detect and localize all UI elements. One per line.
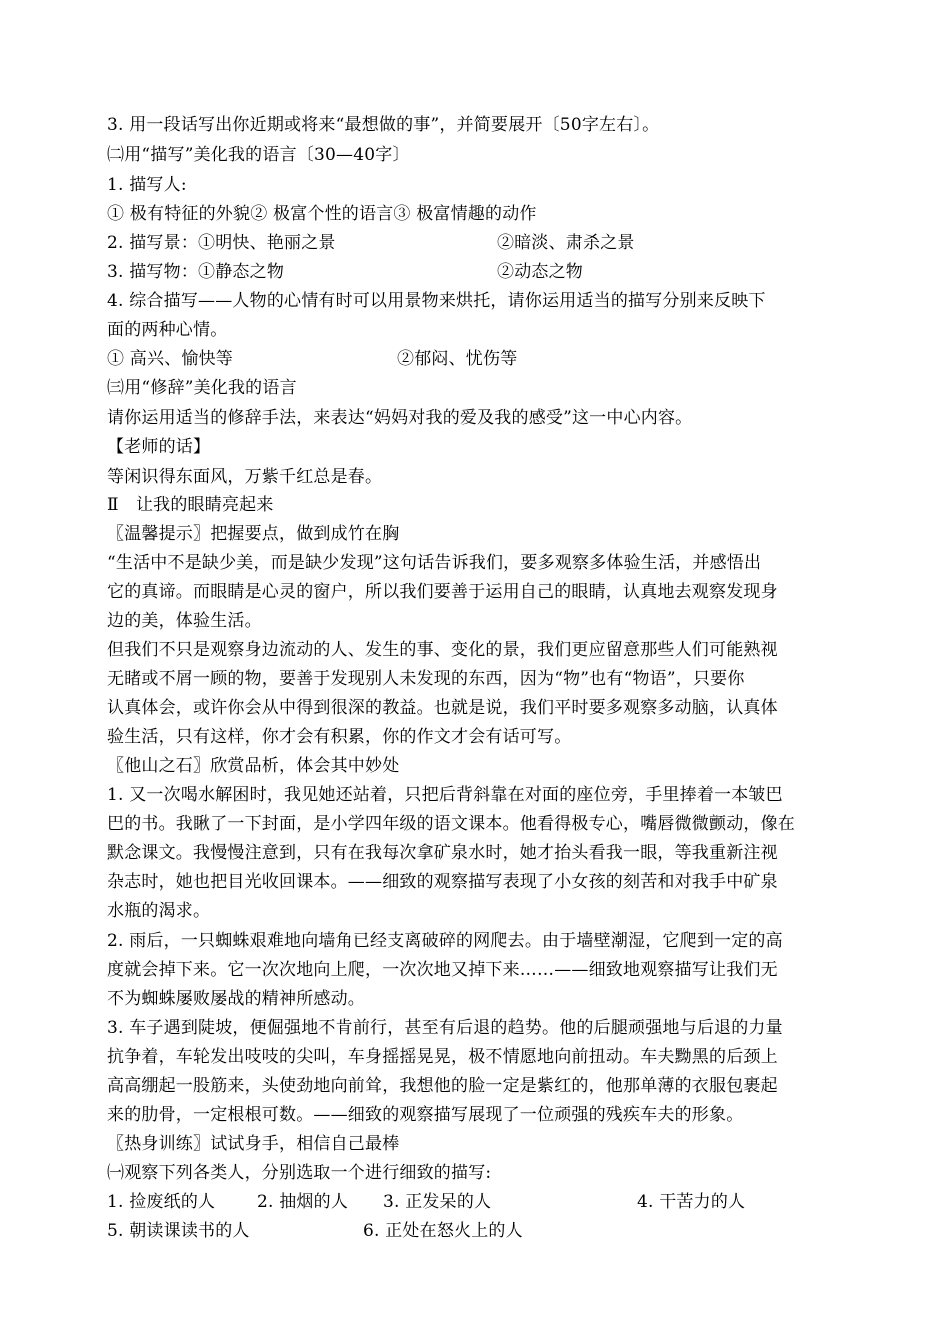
- example-3-line3: 高高绷起一股筋来，头使劲地向前耸，我想他的脸一定是紫红的，他那单薄的衣服包裹起: [107, 1076, 778, 1096]
- section-heading-description: ㈡用“描写”美化我的语言〔30—40字〕: [107, 145, 410, 165]
- chapter-2-title: Ⅱ 让我的眼睛亮起来: [107, 495, 274, 515]
- tips-paragraph-2-line1: 但我们不只是观察身边流动的人、发生的事、变化的景，我们更应留意那些人们可能熟视: [107, 640, 778, 660]
- example-3-line2: 抗争着，车轮发出吱吱的尖叫，车身摇摇晃晃，极不情愿地向前扭动。车夫黝黑的后颈上: [107, 1047, 778, 1067]
- teacher-words-heading: 【老师的话】: [107, 437, 211, 457]
- example-1-line3: 默念课文。我慢慢注意到，只有在我每次拿矿泉水时，她才抬头看我一眼，等我重新注视: [107, 843, 778, 863]
- rhetoric-instruction: 请你运用适当的修辞手法，来表达“妈妈对我的爱及我的感受”这一中心内容。: [107, 408, 693, 428]
- example-3-line1: 3. 车子遇到陡坡，便倔强地不肯前行，甚至有后退的趋势。他的后腿顽强地与后退的力量: [107, 1018, 783, 1038]
- exercise-item-1-label: 1. 描写人:: [107, 175, 187, 195]
- tips-paragraph-1-line3: 边的美，体验生活。: [107, 611, 262, 631]
- practice-option-5: 5. 朝读课读书的人: [107, 1221, 250, 1241]
- exercise-item-3b-option-a: 3. 描写物：①静态之物: [107, 262, 285, 282]
- example-3-line4: 来的肋骨，一定根根可数。——细致的观察描写展现了一位顽强的残疾车夫的形象。: [107, 1105, 744, 1125]
- section-heading-rhetoric: ㈢用“修辞”美化我的语言: [107, 378, 297, 398]
- practice-option-4: 4. 干苦力的人: [637, 1192, 746, 1212]
- examples-heading: 〖他山之石〗欣赏品析，体会其中妙处: [107, 756, 400, 776]
- practice-option-1: 1. 捡废纸的人: [107, 1192, 216, 1212]
- tips-paragraph-1-line1: “生活中不是缺少美，而是缺少发现”这句话告诉我们，要多观察多体验生活，并感悟出: [107, 553, 762, 573]
- example-2-line2: 度就会掉下来。它一次次地向上爬，一次次地又掉下来……——细致地观察描写让我们无: [107, 960, 778, 980]
- exercise-item-4-line1: 4. 综合描写——人物的心情有时可以用景物来烘托，请你运用适当的描写分别来反映下: [107, 291, 766, 311]
- practice-instruction: ㈠观察下列各类人，分别选取一个进行细致的描写:: [107, 1163, 492, 1183]
- exercise-item-3b-option-b: ②动态之物: [497, 262, 583, 282]
- tips-paragraph-2-line2: 无睹或不屑一顾的物，要善于发现别人未发现的东西，因为“物”也有“物语”，只要你: [107, 669, 745, 689]
- teacher-words-quote: 等闲识得东面风，万紫千红总是春。: [107, 467, 383, 487]
- example-1-line2: 巴的书。我瞅了一下封面，是小学四年级的语文课本。他看得极专心，嘴唇微微颤动，像在: [107, 814, 795, 834]
- practice-option-2: 2. 抽烟的人: [257, 1192, 349, 1212]
- example-2-line1: 2. 雨后，一只蜘蛛艰难地向墙角已经支离破碎的网爬去。由于墙壁潮湿，它爬到一定的高: [107, 931, 783, 951]
- tips-paragraph-1-line2: 它的真谛。而眼睛是心灵的窗户，所以我们要善于运用自己的眼睛，认真地去观察发现身: [107, 582, 778, 602]
- example-1-line5: 水瓶的渴求。: [107, 901, 211, 921]
- mood-option-b: ②郁闷、忧伤等: [397, 349, 518, 369]
- exercise-item-2-option-a: 2. 描写景：①明快、艳丽之景: [107, 233, 336, 253]
- tips-paragraph-2-line4: 验生活，只有这样，你才会有积累，你的作文才会有话可写。: [107, 727, 572, 747]
- exercise-item-2-option-b: ②暗淡、肃杀之景: [497, 233, 635, 253]
- exercise-item-4-line2: 面的两种心情。: [107, 320, 228, 340]
- example-2-line3: 不为蜘蛛屡败屡战的精神所感动。: [107, 989, 365, 1009]
- mood-option-a: ① 高兴、愉快等: [107, 349, 234, 369]
- example-1-line1: 1. 又一次喝水解困时，我见她还站着，只把后背斜靠在对面的座位旁，手里捧着一本皱巴: [107, 785, 783, 805]
- practice-heading: 〖热身训练〗试试身手，相信自己最棒: [107, 1134, 400, 1154]
- practice-option-6: 6. 正处在怒火上的人: [363, 1221, 523, 1241]
- tips-heading: 〖温馨提示〗把握要点，做到成竹在胸: [107, 524, 400, 544]
- exercise-item-1-options: ① 极有特征的外貌② 极富个性的语言③ 极富情趣的动作: [107, 204, 537, 224]
- exercise-item-3: 3. 用一段话写出你近期或将来“最想做的事”，并简要展开〔50字左右〕。: [107, 115, 660, 135]
- practice-option-3: 3. 正发呆的人: [383, 1192, 492, 1212]
- tips-paragraph-2-line3: 认真体会，或许你会从中得到很深的教益。也就是说，我们平时要多观察多动脑，认真体: [107, 698, 778, 718]
- example-1-line4: 杂志时，她也把目光收回课本。——细致的观察描写表现了小女孩的刻苦和对我手中矿泉: [107, 872, 778, 892]
